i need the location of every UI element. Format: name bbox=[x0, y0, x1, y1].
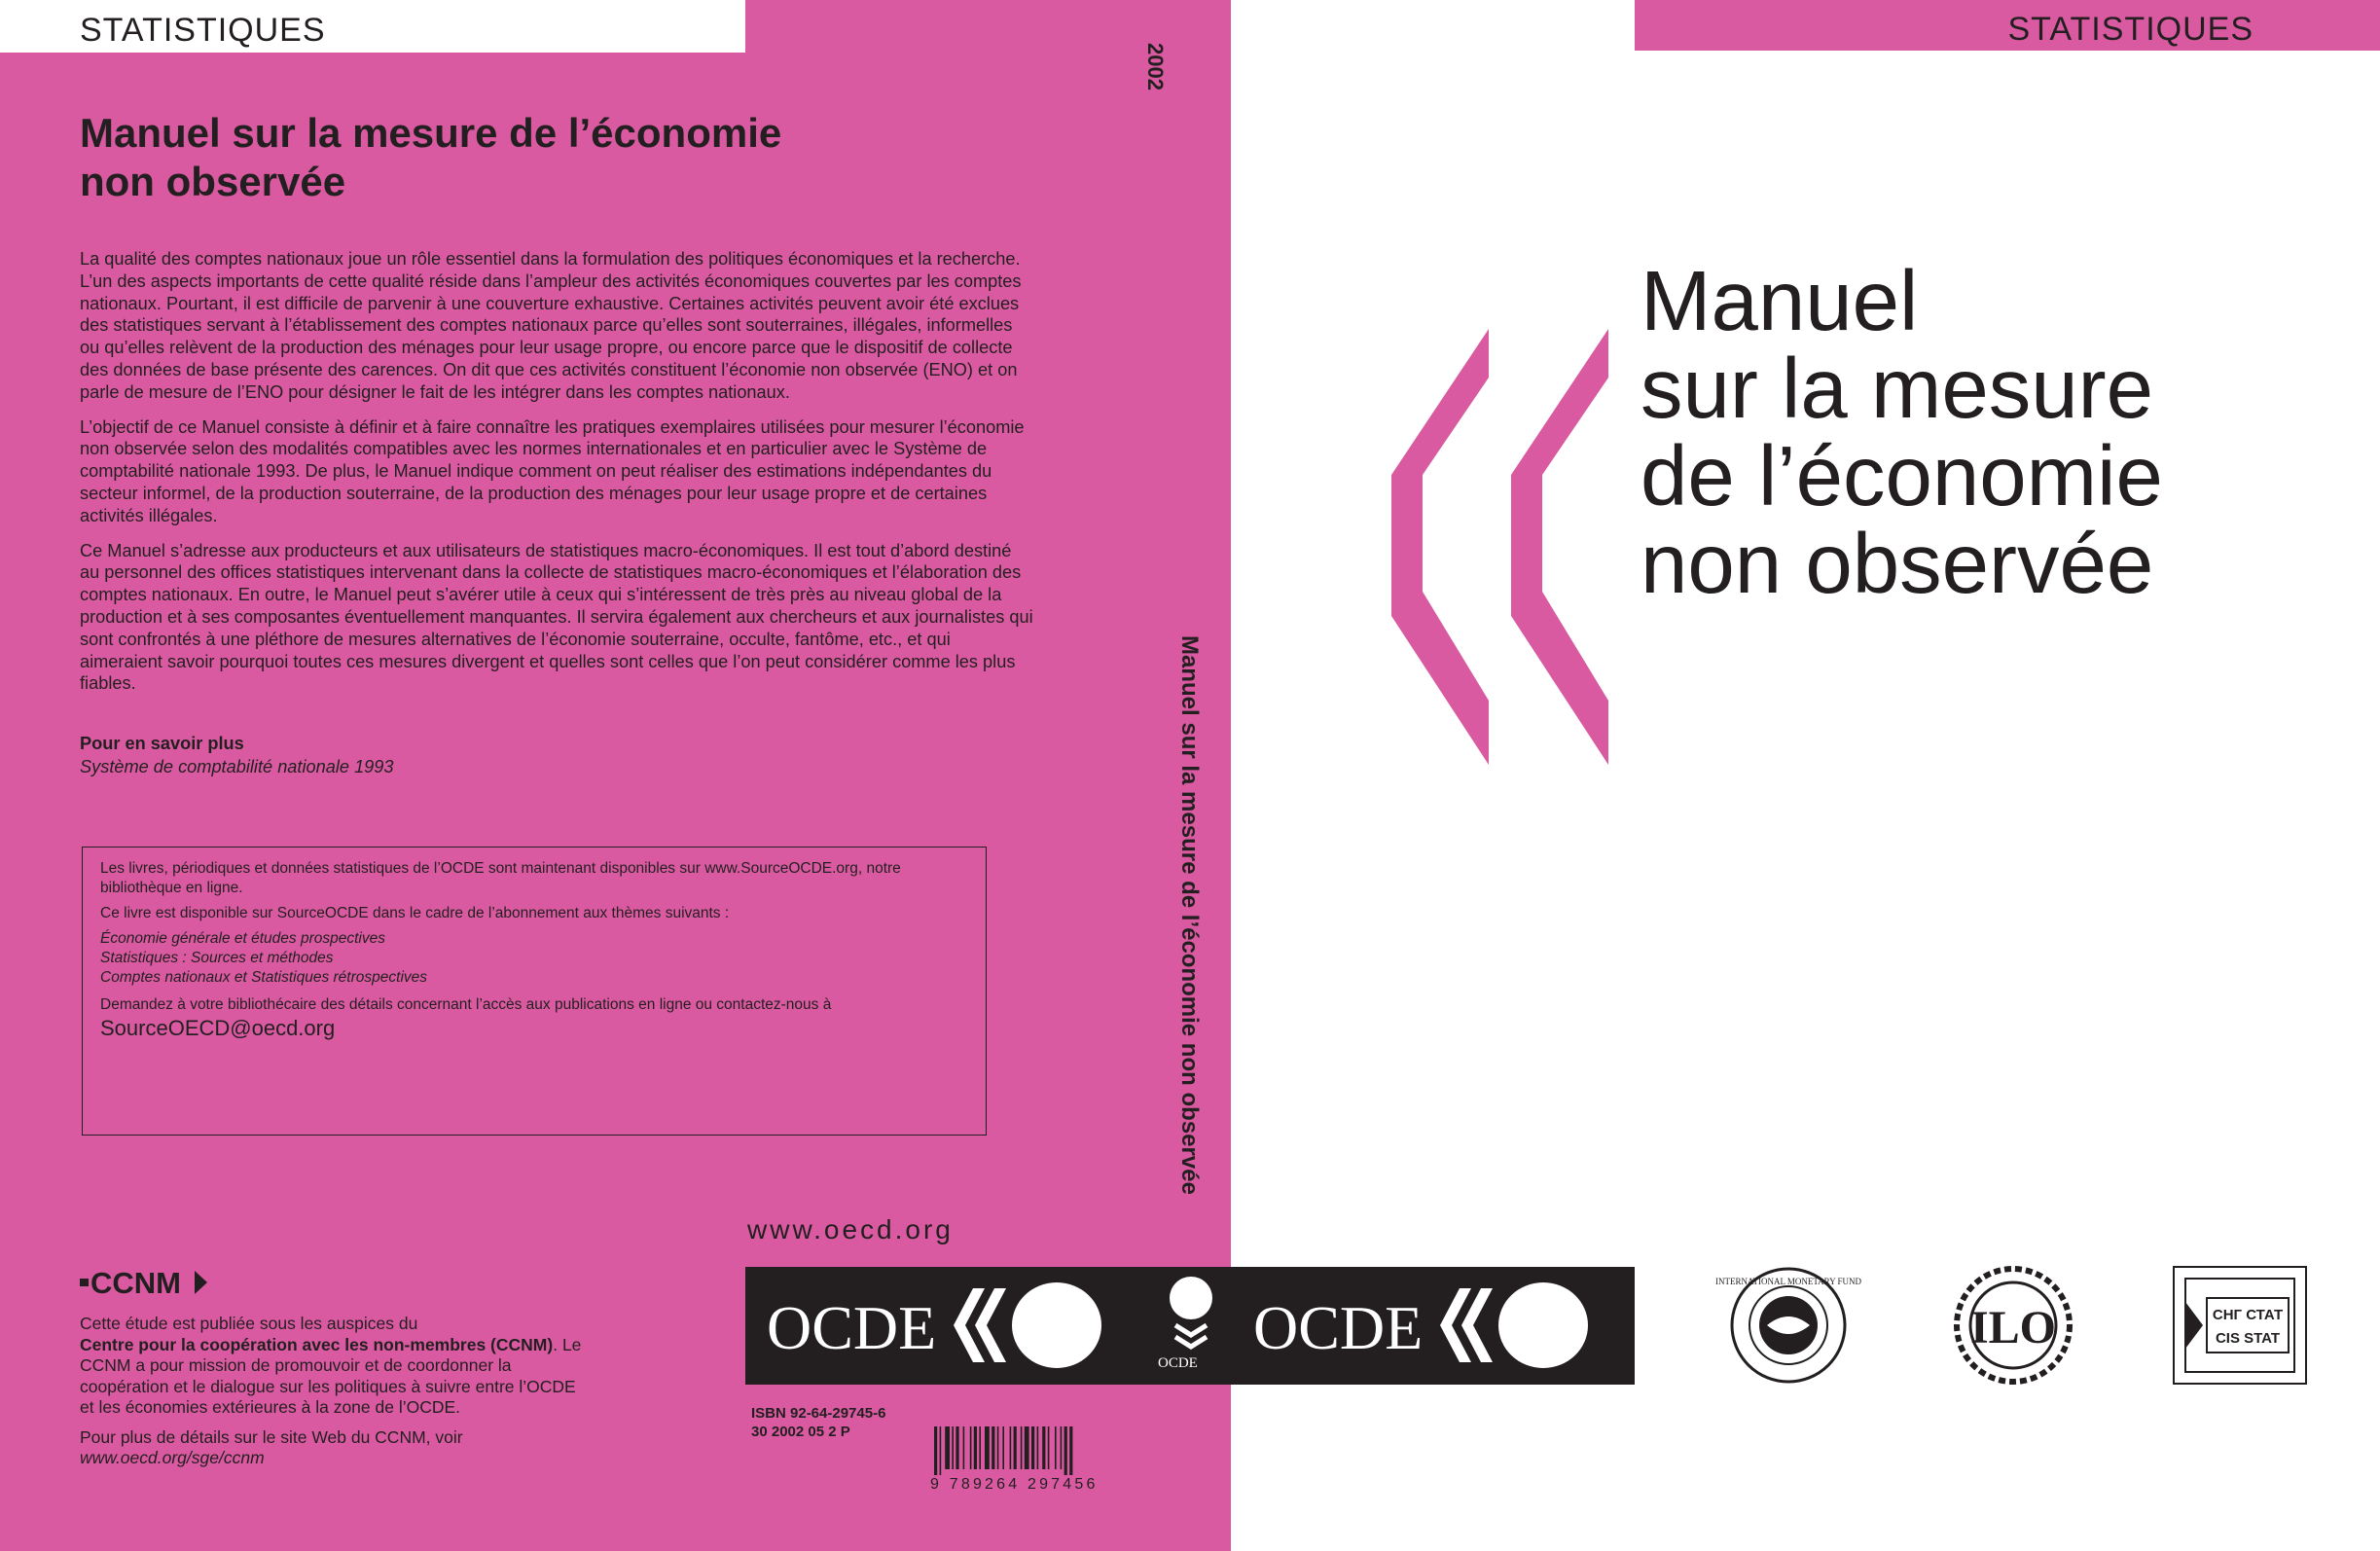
cis-stat-logo bbox=[2172, 1265, 2308, 1386]
barcode-bar bbox=[997, 1426, 999, 1469]
ilo-text: ILO bbox=[1969, 1302, 2057, 1353]
spine-title: Manuel sur la mesure de l’économie non observée bbox=[1176, 635, 1203, 1195]
barcode-bar bbox=[1042, 1426, 1045, 1469]
ccnm-description: Cette étude est publiée sous les auspices du Centre pour la coopération avec les non-membres (CCNM). Le CCNM a pour mission de promouvoir et de coordonner la coopération et le dialogue sur les politiques à suivre entre l’OCDE et les économies extérieures à la zone de l’OCDE. Pour plus de détails sur le site Web du CCNM, voir www.oecd.org/sge/ccnm bbox=[80, 1314, 582, 1467]
barcode-bar bbox=[1069, 1426, 1072, 1475]
barcode-bar bbox=[970, 1426, 972, 1469]
cis-text-latin: CIS STAT bbox=[2215, 1330, 2281, 1347]
theme-item: Économie générale et études prospectives bbox=[100, 930, 385, 947]
barcode-bar bbox=[992, 1426, 994, 1469]
oecd-url[interactable]: www.oecd.org bbox=[747, 1214, 954, 1244]
isbn-block: ISBN 92-64-29745-6 30 2002 05 2 P bbox=[751, 1405, 886, 1440]
paragraph: Ce Manuel s’adresse aux producteurs et aux utilisateurs de statistiques macro-économiques. Il est tout d’abord destiné au personnel des offices statistiques intervenant dans la collecte de statistiques macro-économiques et l’élaboration des comptes nationaux. En outre, le Manuel peut s’avérer utile à ceux qui s’intéressent de très près au niveau global de la production et à ses composantes éventuellement manquantes. Il servira également aux chercheurs et aux journalistes qui sont confrontés à une pléthore de mesures alternatives de l’économie souterraine, occulte, fantôme, etc., et qui aimeraient savoir pourquoi toutes ces mesures divergent et quelles sont celles que l’on peut considérer comme les plus fiables. bbox=[80, 540, 1033, 694]
imf-logo bbox=[1714, 1265, 1862, 1386]
ocde-wordmark-right: OCDE bbox=[1253, 1293, 1424, 1362]
more-info: Pour en savoir plus Système de comptabilité nationale 1993 bbox=[80, 734, 394, 776]
series-tab-front: STATISTIQUES bbox=[1635, 0, 2380, 51]
imf-text: INTERNATIONAL MONETARY FUND bbox=[1714, 1277, 1862, 1286]
oecd-chevrons-icon bbox=[1391, 329, 1610, 767]
barcode-bar bbox=[1061, 1426, 1063, 1469]
barcode-bar bbox=[934, 1426, 937, 1475]
barcode-digits: 9 789264 297456 bbox=[930, 1476, 1099, 1493]
ocde-band bbox=[745, 1267, 1635, 1385]
cis-text-cyrillic: СНГ СТАТ bbox=[2212, 1307, 2284, 1323]
barcode-bar bbox=[974, 1426, 977, 1469]
barcode-bar bbox=[1037, 1426, 1039, 1469]
ocde-emblem-icon bbox=[1162, 1275, 1220, 1353]
ilo-logo bbox=[1942, 1265, 2084, 1386]
email-link[interactable]: SourceOECD@oecd.org bbox=[100, 1016, 336, 1040]
barcode-bar bbox=[956, 1426, 958, 1469]
series-tab-back: STATISTIQUES bbox=[0, 0, 745, 53]
paragraph: La qualité des comptes nationaux joue un rôle essentiel dans la formulation des politiques économiques et la recherche. L’un des aspects importants de cette qualité réside dans l’ampleur des activités économiques couvertes par les comptes nationaux. Pourtant, il est difficile de parvenir à une couverture exhaustive. Certaines activités peuvent avoir été exclues des statistiques servant à l’établissement des comptes nationaux parce qu’elles sont souterraines, illégales, informelles ou qu’elles relèvent de la production des ménages pour leur usage propre, ou encore parce que le dispositif de collecte des données de base présente des carences. On dit que ces activités constituent l’économie non observée (ENO) et on parle de mesure de l’ENO pour désigner le fait de les intégrer dans les comptes nationaux. bbox=[80, 249, 1022, 402]
barcode-bar bbox=[963, 1426, 965, 1469]
front-title: Manuel sur la mesure de l’économie non observée bbox=[1641, 254, 2163, 611]
barcode-bar bbox=[1010, 1426, 1012, 1469]
barcode-bar bbox=[1002, 1426, 1004, 1469]
oecd-logo-icon bbox=[952, 1279, 1107, 1372]
barcode-bar bbox=[1064, 1426, 1067, 1475]
paragraph: L’objectif de ce Manuel consiste à définir et à faire connaître les pratiques exemplaires utilisées pour mesurer l’économie non observée selon des modalités compatibles avec les normes internationales et en particulier avec le Système de comptabilité nationale 1993. De plus, le Manuel indique comment on peut réaliser des estimations indépendantes du secteur informel, de la production souterraine, de la production des ménages pour leur usage propre et de certaines activités illégales. bbox=[80, 416, 1025, 525]
barcode-bar bbox=[940, 1426, 942, 1475]
barcode-bar bbox=[952, 1426, 954, 1469]
back-title: Manuel sur la mesure de l’économie non observée bbox=[80, 110, 782, 204]
sourceocde-box: Les livres, périodiques et données statistiques de l’OCDE sont maintenant disponibles sur www.SourceOCDE.org, notre bibliothèque en ligne. Ce livre est disponible sur SourceOCDE dans le cadre de l’abonnement aux thèmes suivants : Économie générale et études prospectives Statistiques : Sources et méthodes Comptes nationaux et Statistiques rétrospectives Demandez à votre bibliothécaire des détails concernant l’accès aux publications en ligne ou contactez-nous à SourceOECD@oecd.org bbox=[82, 847, 987, 1136]
ccnm-logo-mark bbox=[80, 1265, 216, 1300]
oecd-logo-icon bbox=[1438, 1279, 1594, 1372]
theme-item: Statistiques : Sources et méthodes bbox=[100, 950, 334, 966]
spine-year: 2002 bbox=[1143, 43, 1168, 90]
ocde-small-label: OCDE bbox=[1158, 1355, 1198, 1371]
barcode-bar bbox=[985, 1426, 990, 1469]
ccnm-url[interactable]: www.oecd.org/sge/ccnm bbox=[80, 1448, 265, 1467]
back-description bbox=[80, 248, 1033, 707]
ccnm-logo bbox=[80, 1265, 216, 1305]
barcode-bar bbox=[1055, 1426, 1057, 1469]
ocde-wordmark-left: OCDE bbox=[767, 1293, 937, 1362]
barcode-bar bbox=[979, 1426, 981, 1469]
barcode-bar bbox=[1014, 1426, 1017, 1469]
svg-text:CCNM: CCNM bbox=[90, 1266, 181, 1300]
barcode bbox=[934, 1426, 1109, 1475]
barcode-bar bbox=[945, 1426, 950, 1469]
barcode-bar bbox=[1025, 1426, 1029, 1469]
barcode-bar bbox=[1048, 1426, 1050, 1469]
barcode-bar bbox=[1031, 1426, 1034, 1469]
barcode-bar bbox=[1021, 1426, 1023, 1469]
theme-item: Comptes nationaux et Statistiques rétrospectives bbox=[100, 969, 428, 986]
